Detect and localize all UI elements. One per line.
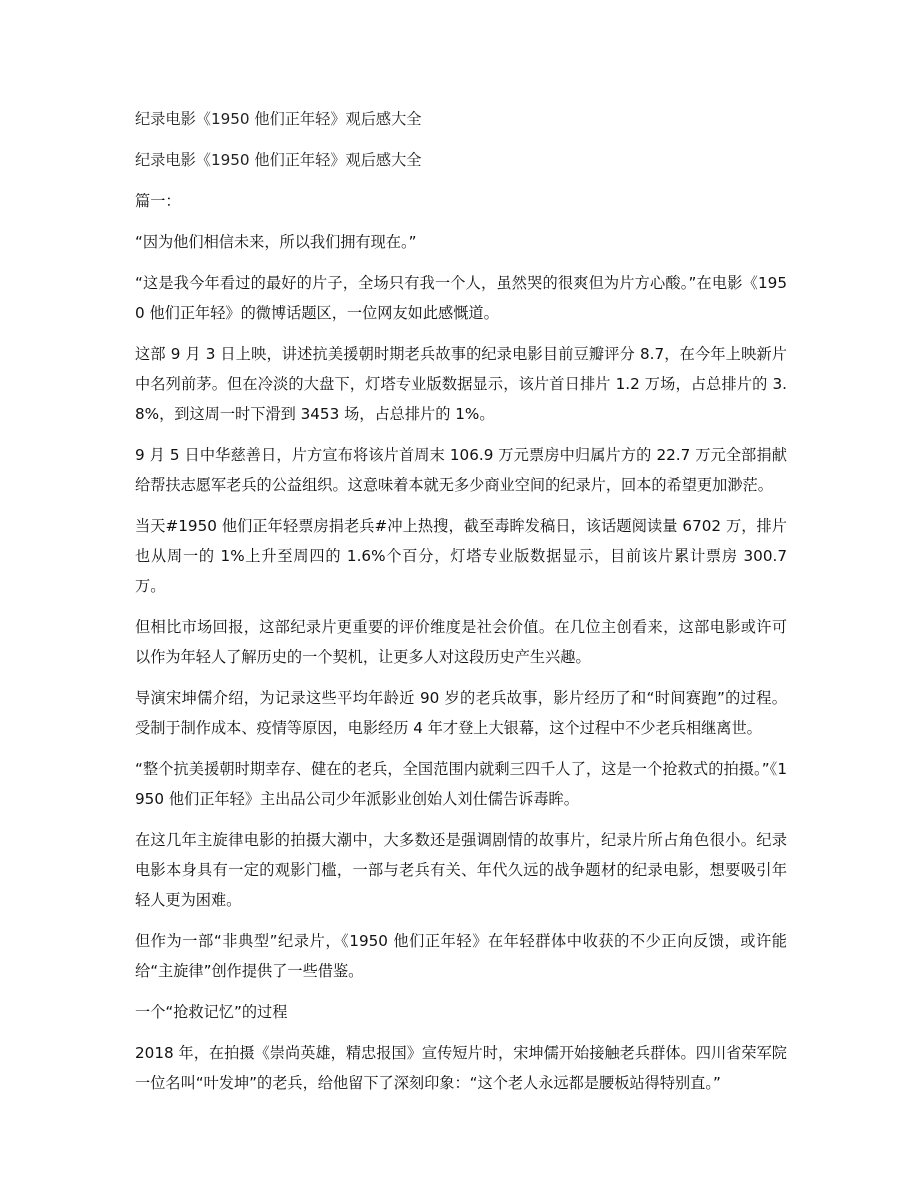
document-page (135, 104, 787, 1109)
paragraph-quote: “因为他们相信未来，所以我们拥有现在。” (135, 233, 417, 251)
paragraph: “这是我今年看过的最好的片子，全场只有我一个人，虽然哭的很爽但为片方心酸。”在电影《1950 他们正年轻》的微博话题区，一位网友如此感慨道。 (135, 274, 787, 322)
paragraph: 这部 9 月 3 日上映，讲述抗美援朝时期老兵故事的纪录电影目前豆瓣评分 8.7，在今年上映新片中名列前茅。但在冷淡的大盘下，灯塔专业版数据显示，该片首日排片 1.2 万场，占总排片的 3.8%，到这周一时下滑到 3453 场，占总排片的 1%。 (135, 345, 787, 423)
paragraph: 但相比市场回报，这部纪录片更重要的评价维度是社会价值。在几位主创看来，这部电影或许可以作为年轻人了解历史的一个契机，让更多人对这段历史产生兴趣。 (135, 618, 787, 666)
paragraph: 在这几年主旋律电影的拍摄大潮中，大多数还是强调剧情的故事片，纪录片所占角色很小。纪录电影本身具有一定的观影门槛，一部与老兵有关、年代久远的战争题材的纪录电影，想要吸引年轻人更为困难。 (135, 831, 787, 909)
subheading: 一个“抢救记忆”的过程 (135, 1003, 288, 1021)
document-title-repeat: 纪录电影《1950 他们正年轻》观后感大全 (135, 151, 422, 169)
paragraph: 但作为一部“非典型”纪录片，《1950 他们正年轻》在年轻群体中收获的不少正向反馈，或许能给“主旋律”创作提供了一些借鉴。 (135, 932, 787, 980)
paragraph: 当天#1950 他们正年轻票房捐老兵#冲上热搜，截至毒眸发稿日，该话题阅读量 6702 万，排片也从周一的 1%上升至周四的 1.6%个百分，灯塔专业版数据显示，目前该片累计票房 300.7 万。 (135, 517, 787, 595)
paragraph: 9 月 5 日中华慈善日，片方宣布将该片首周末 106.9 万元票房中归属片方的 22.7 万元全部捐献给帮扶志愿军老兵的公益组织。这意味着本就无多少商业空间的纪录片，回本的希望更加渺茫。 (135, 446, 787, 494)
document-title: 纪录电影《1950 他们正年轻》观后感大全 (135, 110, 422, 128)
section-label: 篇一： (135, 192, 181, 210)
paragraph: 导演宋坤儒介绍，为记录这些平均年龄近 90 岁的老兵故事，影片经历了和“时间赛跑”的过程。受制于制作成本、疫情等原因，电影经历 4 年才登上大银幕，这个过程中不少老兵相继离世。 (135, 689, 787, 737)
paragraph: “整个抗美援朝时期幸存、健在的老兵，全国范围内就剩三四千人了，这是一个抢救式的拍摄。”《1950 他们正年轻》主出品公司少年派影业创始人刘仕儒告诉毒眸。 (135, 760, 787, 808)
paragraph: 2018 年，在拍摄《崇尚英雄，精忠报国》宣传短片时，宋坤儒开始接触老兵群体。四川省荣军院一位名叫“叶发坤”的老兵，给他留下了深刻印象：“这个老人永远都是腰板站得特别直。” (135, 1044, 787, 1092)
